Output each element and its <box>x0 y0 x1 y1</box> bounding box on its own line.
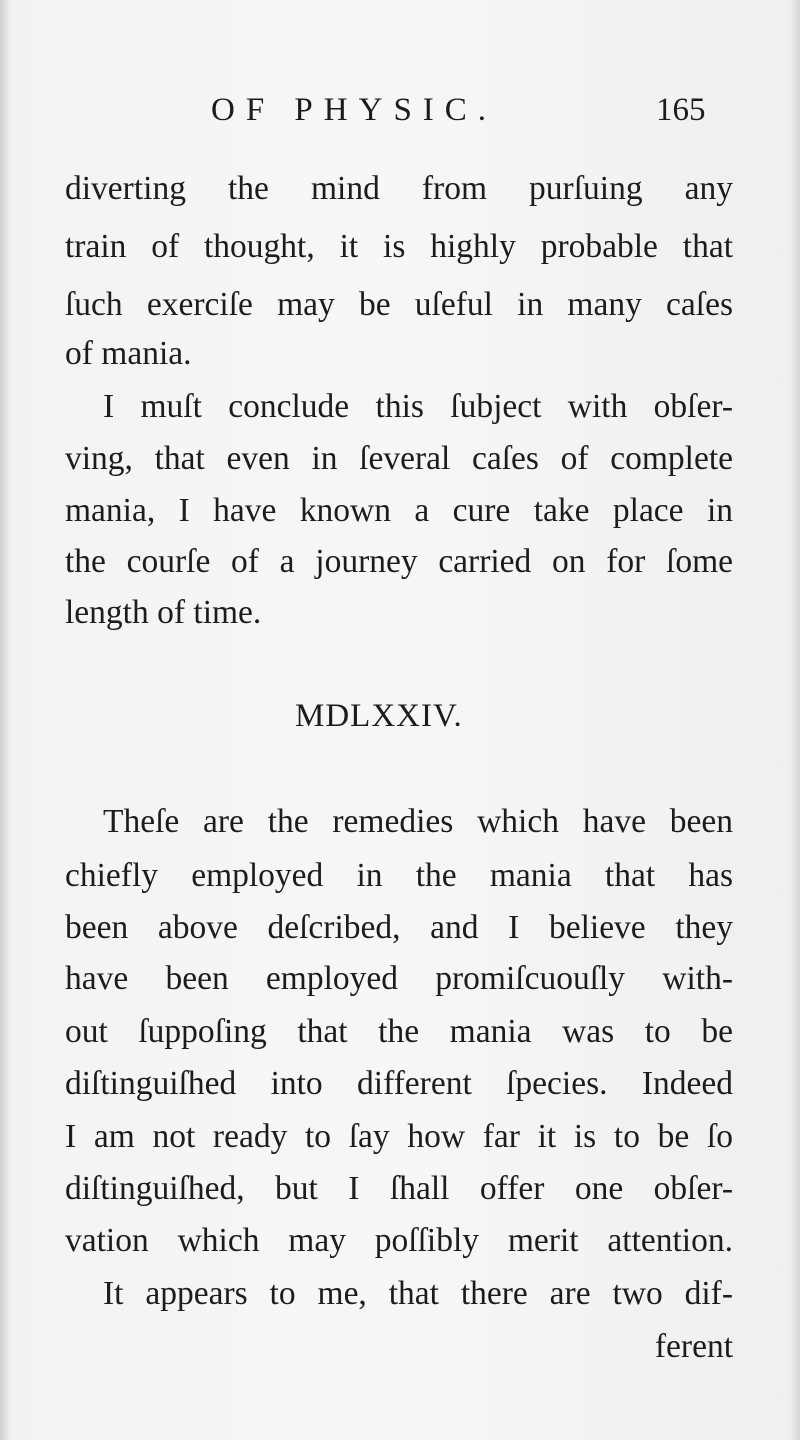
text-line: ving, that even in ſeveral caſes of complete <box>65 440 733 477</box>
text-line: diſtinguiſhed, but I ſhall offer one obſer- <box>65 1170 733 1207</box>
text-line: length of time. <box>65 594 262 631</box>
text-line: chiefly employed in the mania that has <box>65 857 733 894</box>
running-header-title: OF PHYSIC. <box>211 92 498 128</box>
text-line: out ſuppoſing that the mania was to be <box>65 1013 733 1050</box>
text-line: diverting the mind from purſuing any <box>65 170 733 207</box>
text-line: of mania. <box>65 335 192 372</box>
text-line: diſtinguiſhed into different ſpecies. Indeed <box>65 1065 733 1102</box>
page-edge-shadow-right <box>790 0 800 1440</box>
text-line: Theſe are the remedies which have been <box>103 803 733 840</box>
text-line: I muſt conclude this ſubject with obſer- <box>103 388 733 425</box>
page-edge-shadow-left <box>0 0 12 1440</box>
text-line: vation which may poſſibly merit attention. <box>65 1222 733 1259</box>
text-line: mania, I have known a cure take place in <box>65 492 733 529</box>
text-line: train of thought, it is highly probable that <box>65 228 733 265</box>
text-line: It appears to me, that there are two dif- <box>103 1275 733 1312</box>
text-line: the courſe of a journey carried on for ſome <box>65 543 733 580</box>
text-line: have been employed promiſcuouſly with- <box>65 960 733 997</box>
text-line: I am not ready to ſay how far it is to be ſo <box>65 1118 733 1155</box>
catchword: ferent <box>654 1328 733 1365</box>
text-line: been above deſcribed, and I believe they <box>65 909 733 946</box>
text-line: ſuch exerciſe may be uſeful in many caſes <box>65 286 733 323</box>
section-heading: MDLXXIV. <box>295 698 463 734</box>
page-number: 165 <box>656 92 706 128</box>
